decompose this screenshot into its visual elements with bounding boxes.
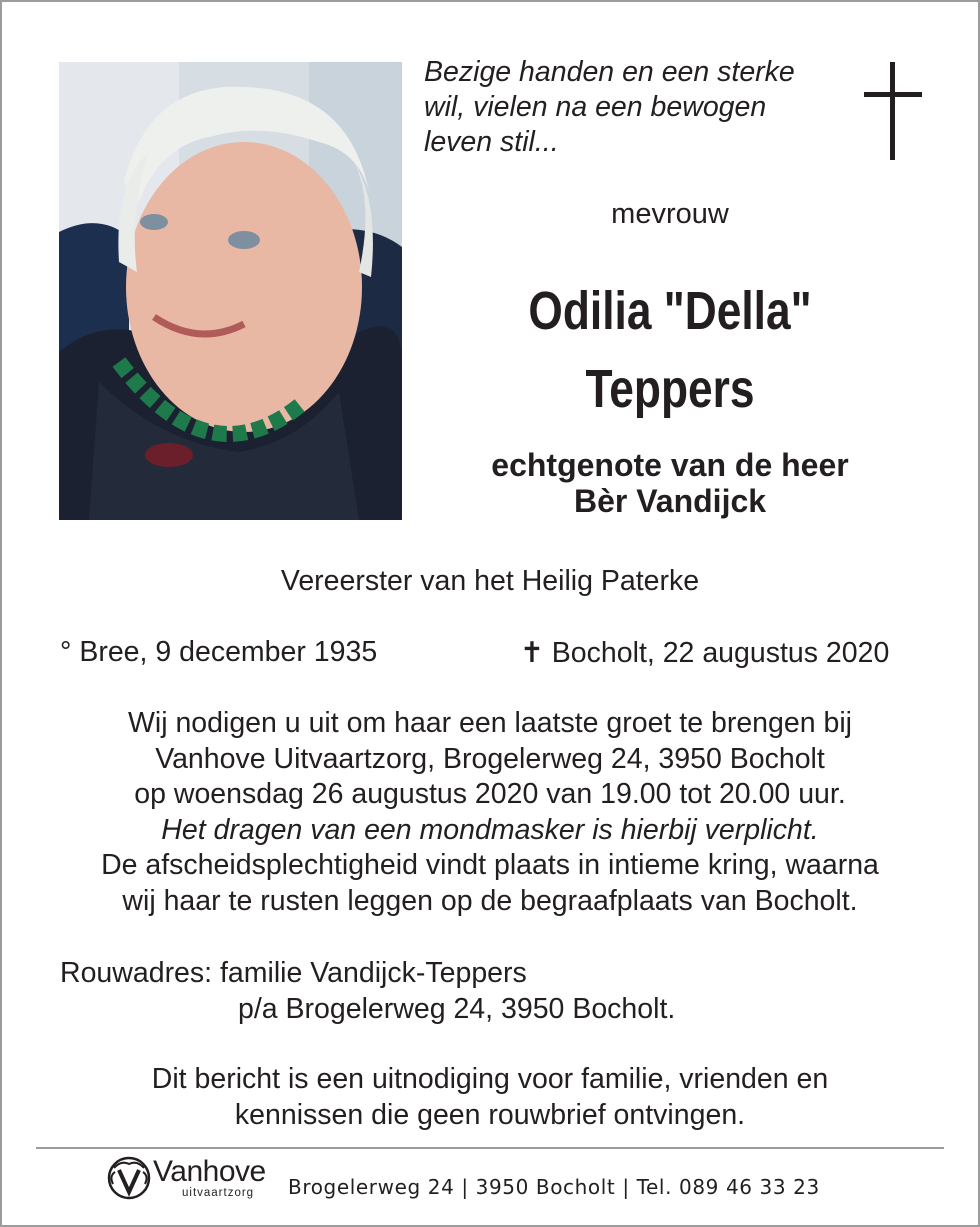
invitation-line: De afscheidsplechtigheid vindt plaats in intieme kring, waarna [101, 849, 879, 881]
vanhove-logo-icon [105, 1154, 153, 1202]
vanhove-logo [105, 1154, 280, 1204]
footer-contact: Brogelerweg 24 | 3950 Bocholt | Tel. 089 46 33 23 [288, 1175, 820, 1199]
deceased-name [465, 272, 875, 428]
death-info: ✝ Bocholt, 22 augustus 2020 [520, 637, 890, 669]
invitation-paragraph [0, 706, 980, 919]
name-line: Teppers [585, 359, 755, 419]
birth-info: ° Bree, 9 december 1935 [60, 636, 378, 668]
quote-line: leven stil... [424, 126, 559, 158]
opening-quote [424, 55, 844, 160]
spouse-line: echtgenote van de heer [491, 447, 849, 483]
title-prefix: mevrouw [611, 198, 729, 230]
quote-line: wil, vielen na een bewogen [424, 91, 767, 123]
name-line: Odilia "Della" [528, 281, 812, 341]
honor-line: Vereerster van het Heilig Paterke [280, 565, 700, 597]
invitation-line: wij haar te rusten leggen op de begraafplaats van Bocholt. [122, 884, 858, 917]
cross-icon [864, 62, 922, 160]
invitation-line: op woensdag 26 augustus 2020 van 19.00 tot 20.00 uur. [134, 778, 846, 810]
spouse-info [420, 447, 920, 519]
mourning-address-street: p/a Brogelerweg 24, 3950 Bocholt. [238, 993, 676, 1025]
notice-line: Dit bericht is een uitnodiging voor familie, vrienden en [151, 1063, 829, 1095]
footer-divider [36, 1147, 944, 1149]
mask-notice: Het dragen van een mondmasker is hierbij verplicht. [161, 813, 819, 846]
invitation-notice [0, 1061, 980, 1133]
invitation-line: Vanhove Uitvaartzorg, Brogelerweg 24, 3950 Bocholt [155, 742, 825, 775]
mourning-address-name: Rouwadres: familie Vandijck-Teppers [60, 957, 527, 989]
notice-line: kennissen die geen rouwbrief ontvingen. [234, 1099, 746, 1131]
portrait-photo [59, 62, 402, 520]
logo-subtitle: uitvaartzorg [182, 1187, 255, 1199]
logo-name: Vanhove [153, 1155, 266, 1188]
invitation-line: Wij nodigen u uit om haar een laatste groet te brengen bij [127, 707, 853, 739]
quote-line: Bezige handen en een sterke [424, 56, 795, 88]
spouse-line: Bèr Vandijck [573, 483, 767, 519]
